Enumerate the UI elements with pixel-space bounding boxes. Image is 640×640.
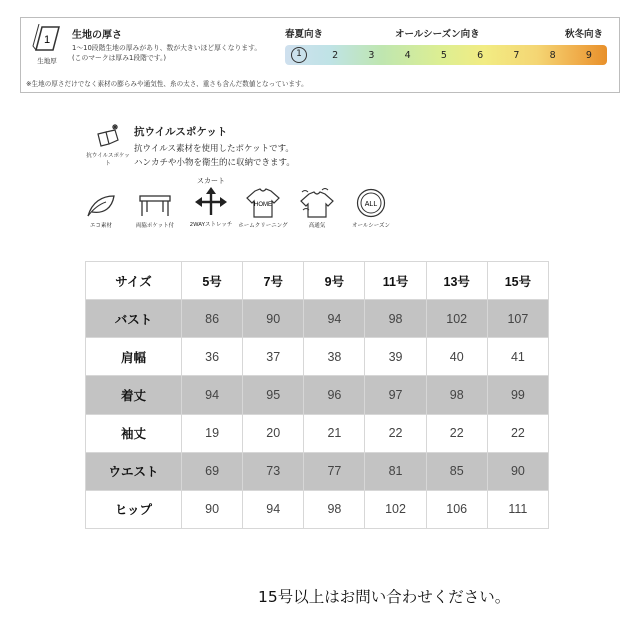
all-season-icon: ALL オールシーズン <box>346 188 396 229</box>
table-cell: 36 <box>182 338 243 376</box>
table-cell: 40 <box>426 338 487 376</box>
row-label: ウエスト <box>86 452 182 490</box>
table-cell: 95 <box>243 376 304 414</box>
inside-pocket-icon: 両脇ポケット付 <box>130 194 180 229</box>
row-label: 着丈 <box>86 376 182 414</box>
table-row <box>86 338 549 376</box>
table-row <box>86 376 549 414</box>
table-cell: 106 <box>426 490 487 528</box>
table-cell: 90 <box>182 490 243 528</box>
scale-step: 3 <box>368 49 375 61</box>
scale-step: 4 <box>404 49 411 61</box>
home-cleaning-icon: HOME ホームクリーニング <box>238 188 288 229</box>
antiviral-pocket-icon <box>86 124 130 167</box>
table-cell: 99 <box>487 376 548 414</box>
autumn-winter-label: 秋冬向き <box>565 29 604 40</box>
table-cell: 22 <box>365 414 426 452</box>
feature-title: 抗ウイルスポケット <box>134 126 228 138</box>
table-cell: 90 <box>487 452 548 490</box>
spring-summer-label: 春夏向き <box>285 29 324 40</box>
table-cell: 98 <box>365 300 426 338</box>
scale-step: 5 <box>440 49 447 61</box>
table-cell: 38 <box>304 338 365 376</box>
table-cell: 20 <box>243 414 304 452</box>
table-cell: 39 <box>365 338 426 376</box>
table-row <box>86 414 549 452</box>
table-row <box>86 300 549 338</box>
table-cell: 77 <box>304 452 365 490</box>
table-cell: 22 <box>487 414 548 452</box>
thickness-icon-caption: 生地厚 <box>37 57 57 65</box>
header-size-cell: 5号 <box>182 262 243 300</box>
table-cell: 94 <box>243 490 304 528</box>
fabric-thickness-icon <box>29 24 65 72</box>
table-cell: 97 <box>365 376 426 414</box>
antiviral-icon-caption: 抗ウイルスポケット <box>86 153 130 167</box>
header-size-cell: 7号 <box>243 262 304 300</box>
scale-step-selected: 1 <box>291 47 307 63</box>
header-size-cell: 11号 <box>365 262 426 300</box>
svg-text:1: 1 <box>43 34 51 46</box>
inquiry-note: 15号以上はお問い合わせください。 <box>258 588 511 606</box>
table-cell: 22 <box>426 414 487 452</box>
breathable-icon: 高通気 <box>292 188 342 229</box>
header-size-label: サイズ <box>86 262 182 300</box>
thickness-description: 1～10段階生地の厚みがあり、数が大きいほど厚くなります。 (このマークは厚み1段階です。) <box>72 44 262 62</box>
table-cell: 21 <box>304 414 365 452</box>
table-cell: 98 <box>426 376 487 414</box>
table-cell: 107 <box>487 300 548 338</box>
feature-description: 抗ウイルス素材を使用したポケットです。 ハンカチや小物を衛生的に収納できます。 <box>134 144 295 168</box>
header-size-cell: 13号 <box>426 262 487 300</box>
header-size-cell: 15号 <box>487 262 548 300</box>
table-cell: 19 <box>182 414 243 452</box>
scale-step: 6 <box>477 49 484 61</box>
row-label: 袖丈 <box>86 414 182 452</box>
table-cell: 85 <box>426 452 487 490</box>
eco-material-icon: エコ素材 <box>76 194 126 229</box>
svg-text:HOME: HOME <box>254 202 272 208</box>
table-cell: 102 <box>426 300 487 338</box>
table-cell: 102 <box>365 490 426 528</box>
fabric-thickness-panel <box>20 17 620 93</box>
header-size-cell: 9号 <box>304 262 365 300</box>
table-cell: 41 <box>487 338 548 376</box>
scale-step: 8 <box>549 49 556 61</box>
table-cell: 96 <box>304 376 365 414</box>
table-cell: 73 <box>243 452 304 490</box>
row-label: バスト <box>86 300 182 338</box>
size-table <box>85 261 549 529</box>
table-cell: 90 <box>243 300 304 338</box>
table-row <box>86 490 549 528</box>
table-cell: 69 <box>182 452 243 490</box>
table-cell: 94 <box>182 376 243 414</box>
table-cell: 37 <box>243 338 304 376</box>
thickness-scale-bar <box>285 45 607 65</box>
scale-step: 9 <box>585 49 592 61</box>
thickness-title: 生地の厚さ <box>72 30 122 41</box>
scale-step: 2 <box>332 49 339 61</box>
thickness-footnote: ※生地の厚さだけでなく素材の膨らみや通気性、糸の太さ、重さも含んだ数値となっています。 <box>26 80 308 88</box>
table-cell: 86 <box>182 300 243 338</box>
svg-text:ALL: ALL <box>364 201 378 208</box>
all-season-label: オールシーズン向き <box>395 29 480 40</box>
table-row <box>86 452 549 490</box>
stretch-icon: スカート 2WAYストレッチ <box>189 177 233 228</box>
scale-step: 7 <box>513 49 520 61</box>
row-label: ヒップ <box>86 490 182 528</box>
table-cell: 94 <box>304 300 365 338</box>
table-header-row <box>86 262 549 300</box>
row-label: 肩幅 <box>86 338 182 376</box>
table-cell: 81 <box>365 452 426 490</box>
table-cell: 111 <box>487 490 548 528</box>
table-cell: 98 <box>304 490 365 528</box>
